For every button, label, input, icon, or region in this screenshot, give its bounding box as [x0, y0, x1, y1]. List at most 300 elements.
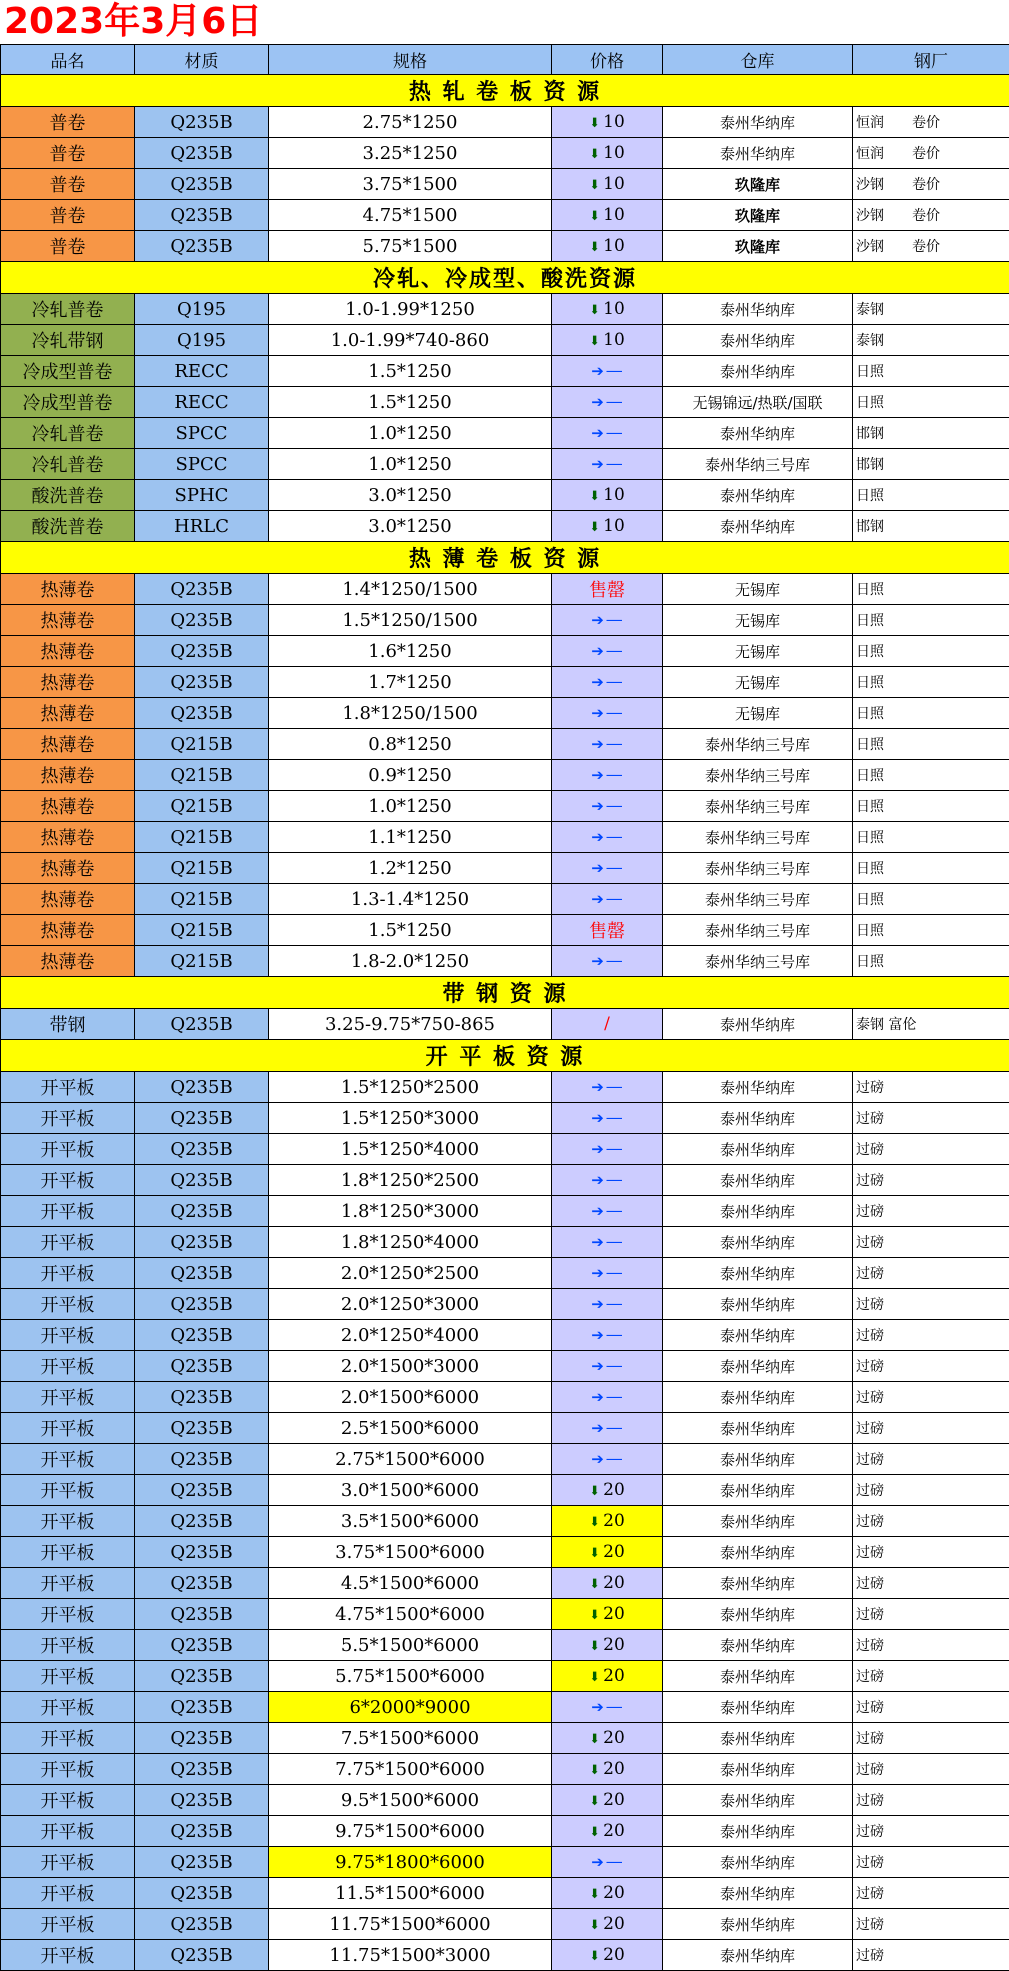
material-cell: Q235B	[135, 1754, 269, 1785]
right-arrow-icon: ➔	[591, 1109, 604, 1127]
spec-cell: 4.5*1500*6000	[269, 1568, 552, 1599]
material-cell: Q235B	[135, 1351, 269, 1382]
price-value: 20	[603, 1511, 625, 1531]
price-cell	[552, 1072, 663, 1103]
material-cell: Q235B	[135, 1413, 269, 1444]
down-arrow-icon: ⬇	[589, 1763, 600, 1778]
spec-cell: 1.0-1.99*1250	[269, 294, 552, 325]
product-name-cell: 开平板	[1, 1599, 135, 1630]
material-cell: Q235B	[135, 1009, 269, 1040]
header-warehouse: 仓库	[663, 45, 853, 75]
price-cell	[552, 1444, 663, 1475]
warehouse-cell: 泰州华纳三号库	[663, 791, 853, 822]
table-row	[1, 1568, 1009, 1599]
product-name-cell: 热薄卷	[1, 791, 135, 822]
table-row	[1, 791, 1009, 822]
product-name-cell: 热薄卷	[1, 853, 135, 884]
price-value: 20	[603, 1728, 625, 1748]
product-name-cell: 开平板	[1, 1630, 135, 1661]
price-value: 10	[603, 485, 625, 505]
product-name-cell: 开平板	[1, 1909, 135, 1940]
table-row	[1, 760, 1009, 791]
warehouse-cell: 泰州华纳库	[663, 511, 853, 542]
price-value: —	[606, 1201, 623, 1221]
table-row	[1, 605, 1009, 636]
product-name-cell: 开平板	[1, 1165, 135, 1196]
mill-cell: 恒润 卷价	[853, 107, 1009, 138]
warehouse-cell: 泰州华纳三号库	[663, 729, 853, 760]
down-arrow-icon: ⬇	[589, 1577, 600, 1592]
price-cell	[552, 1568, 663, 1599]
spec-cell: 1.0*1250	[269, 449, 552, 480]
price-cell	[552, 884, 663, 915]
product-name-cell: 开平板	[1, 1568, 135, 1599]
down-arrow-icon: ⬇	[589, 1484, 600, 1499]
price-value: —	[606, 1108, 623, 1128]
price-cell	[552, 1847, 663, 1878]
product-name-cell: 冷成型普卷	[1, 356, 135, 387]
material-cell: Q215B	[135, 853, 269, 884]
warehouse-cell: 泰州华纳库	[663, 1320, 853, 1351]
price-table	[0, 44, 1009, 1971]
mill-cell: 过磅	[853, 1506, 1009, 1537]
warehouse-cell: 泰州华纳库	[663, 1878, 853, 1909]
price-cell	[552, 1413, 663, 1444]
mill-cell: 日照	[853, 667, 1009, 698]
material-cell: Q215B	[135, 822, 269, 853]
price-value: 20	[603, 1542, 625, 1562]
product-name-cell: 开平板	[1, 1382, 135, 1413]
spec-cell: 2.0*1250*2500	[269, 1258, 552, 1289]
product-name-cell: 热薄卷	[1, 822, 135, 853]
price-cell	[552, 418, 663, 449]
product-name-cell: 开平板	[1, 1816, 135, 1847]
product-name-cell: 开平板	[1, 1289, 135, 1320]
spec-cell: 3.0*1500*6000	[269, 1475, 552, 1506]
mill-cell: 沙钢 卷价	[853, 231, 1009, 262]
mill-cell: 日照	[853, 698, 1009, 729]
spec-cell: 2.75*1500*6000	[269, 1444, 552, 1475]
mill-cell: 过磅	[853, 1227, 1009, 1258]
spec-cell: 6*2000*9000	[269, 1692, 552, 1723]
section-title: 冷轧、冷成型、酸洗资源	[1, 262, 1009, 294]
right-arrow-icon: ➔	[591, 424, 604, 442]
table-row	[1, 636, 1009, 667]
spec-cell: 1.3-1.4*1250	[269, 884, 552, 915]
price-cell	[552, 791, 663, 822]
price-cell	[552, 1816, 663, 1847]
spec-cell: 3.75*1500	[269, 169, 552, 200]
price-value: —	[606, 423, 623, 443]
product-name-cell: 开平板	[1, 1444, 135, 1475]
mill-cell: 过磅	[853, 1320, 1009, 1351]
material-cell: Q235B	[135, 1661, 269, 1692]
spec-cell: 2.0*1250*3000	[269, 1289, 552, 1320]
spec-cell: 1.8-2.0*1250	[269, 946, 552, 977]
mill-cell: 日照	[853, 760, 1009, 791]
price-cell	[552, 1692, 663, 1723]
price-cell	[552, 294, 663, 325]
right-arrow-icon: ➔	[591, 859, 604, 877]
price-value: 售罄	[589, 580, 625, 601]
warehouse-cell: 泰州华纳库	[663, 1227, 853, 1258]
section-title: 热 轧 卷 板 资 源	[1, 75, 1009, 107]
price-value: 20	[603, 1790, 625, 1810]
product-name-cell: 酸洗普卷	[1, 511, 135, 542]
spec-cell: 1.0*1250	[269, 791, 552, 822]
spec-cell: 0.8*1250	[269, 729, 552, 760]
product-name-cell: 开平板	[1, 1847, 135, 1878]
material-cell: Q235B	[135, 1072, 269, 1103]
warehouse-cell: 无锡库	[663, 636, 853, 667]
spec-cell: 1.5*1250*2500	[269, 1072, 552, 1103]
product-name-cell: 热薄卷	[1, 729, 135, 760]
product-name-cell: 冷轧普卷	[1, 449, 135, 480]
product-name-cell: 开平板	[1, 1723, 135, 1754]
spec-cell: 9.75*1800*6000	[269, 1847, 552, 1878]
table-row	[1, 1196, 1009, 1227]
table-row	[1, 1723, 1009, 1754]
price-value: —	[606, 1852, 623, 1872]
table-row	[1, 449, 1009, 480]
price-value: —	[606, 361, 623, 381]
mill-cell: 过磅	[853, 1537, 1009, 1568]
warehouse-cell: 无锡库	[663, 574, 853, 605]
price-value: 20	[603, 1666, 625, 1686]
warehouse-cell: 泰州华纳库	[663, 1134, 853, 1165]
material-cell: HRLC	[135, 511, 269, 542]
table-row	[1, 200, 1009, 231]
warehouse-cell: 泰州华纳库	[663, 1940, 853, 1971]
warehouse-cell: 无锡库	[663, 698, 853, 729]
product-name-cell: 冷成型普卷	[1, 387, 135, 418]
price-cell	[552, 1878, 663, 1909]
down-arrow-icon: ⬇	[589, 520, 600, 535]
price-value: 20	[603, 1821, 625, 1841]
spec-cell: 1.7*1250	[269, 667, 552, 698]
price-value: —	[606, 1170, 623, 1190]
table-row	[1, 1506, 1009, 1537]
mill-cell: 日照	[853, 356, 1009, 387]
warehouse-cell: 泰州华纳库	[663, 1847, 853, 1878]
spec-cell: 3.0*1250	[269, 511, 552, 542]
product-name-cell: 热薄卷	[1, 636, 135, 667]
down-arrow-icon: ⬇	[589, 147, 600, 162]
product-name-cell: 开平板	[1, 1072, 135, 1103]
price-cell	[552, 107, 663, 138]
section-header-row	[1, 1040, 1009, 1072]
spec-cell: 7.5*1500*6000	[269, 1723, 552, 1754]
price-value: 20	[603, 1573, 625, 1593]
right-arrow-icon: ➔	[591, 1202, 604, 1220]
material-cell: Q235B	[135, 1444, 269, 1475]
down-arrow-icon: ⬇	[589, 1670, 600, 1685]
warehouse-cell: 玖隆库	[663, 231, 853, 262]
price-value: —	[606, 1418, 623, 1438]
price-value: —	[606, 1294, 623, 1314]
spec-cell: 11.5*1500*6000	[269, 1878, 552, 1909]
material-cell: Q215B	[135, 884, 269, 915]
price-cell	[552, 1103, 663, 1134]
price-cell	[552, 1351, 663, 1382]
material-cell: Q235B	[135, 1940, 269, 1971]
section-title: 带 钢 资 源	[1, 977, 1009, 1009]
mill-cell: 过磅	[853, 1785, 1009, 1816]
price-value: —	[606, 1077, 623, 1097]
material-cell: Q235B	[135, 1475, 269, 1506]
product-name-cell: 热薄卷	[1, 884, 135, 915]
table-row	[1, 1816, 1009, 1847]
product-name-cell: 开平板	[1, 1103, 135, 1134]
header-material: 材质	[135, 45, 269, 75]
right-arrow-icon: ➔	[591, 393, 604, 411]
table-row	[1, 107, 1009, 138]
price-cell	[552, 1537, 663, 1568]
product-name-cell: 开平板	[1, 1258, 135, 1289]
warehouse-cell: 泰州华纳库	[663, 1785, 853, 1816]
mill-cell: 日照	[853, 636, 1009, 667]
price-value: —	[606, 392, 623, 412]
spec-cell: 3.5*1500*6000	[269, 1506, 552, 1537]
warehouse-cell: 泰州华纳三号库	[663, 853, 853, 884]
price-value: —	[606, 641, 623, 661]
price-value: —	[606, 1263, 623, 1283]
material-cell: Q235B	[135, 1785, 269, 1816]
table-row	[1, 729, 1009, 760]
price-cell	[552, 138, 663, 169]
price-cell	[552, 1382, 663, 1413]
warehouse-cell: 泰州华纳库	[663, 1289, 853, 1320]
mill-cell: 恒润 卷价	[853, 138, 1009, 169]
table-row	[1, 1940, 1009, 1971]
price-cell	[552, 1258, 663, 1289]
price-value: /	[604, 1014, 610, 1034]
spec-cell: 11.75*1500*3000	[269, 1940, 552, 1971]
table-row	[1, 1537, 1009, 1568]
product-name-cell: 热薄卷	[1, 667, 135, 698]
spec-cell: 1.0-1.99*740-860	[269, 325, 552, 356]
spec-cell: 3.75*1500*6000	[269, 1537, 552, 1568]
warehouse-cell: 泰州华纳库	[663, 294, 853, 325]
material-cell: Q235B	[135, 1227, 269, 1258]
product-name-cell: 酸洗普卷	[1, 480, 135, 511]
spec-cell: 1.5*1250*4000	[269, 1134, 552, 1165]
mill-cell: 过磅	[853, 1072, 1009, 1103]
spec-cell: 1.8*1250/1500	[269, 698, 552, 729]
right-arrow-icon: ➔	[591, 1388, 604, 1406]
right-arrow-icon: ➔	[591, 642, 604, 660]
product-name-cell: 普卷	[1, 138, 135, 169]
product-name-cell: 普卷	[1, 200, 135, 231]
down-arrow-icon: ⬇	[589, 489, 600, 504]
warehouse-cell: 泰州华纳库	[663, 1661, 853, 1692]
price-value: —	[606, 1387, 623, 1407]
table-row	[1, 1785, 1009, 1816]
right-arrow-icon: ➔	[591, 1357, 604, 1375]
table-row	[1, 667, 1009, 698]
price-cell	[552, 1630, 663, 1661]
price-cell	[552, 449, 663, 480]
warehouse-cell: 泰州华纳库	[663, 1630, 853, 1661]
mill-cell: 日照	[853, 387, 1009, 418]
product-name-cell: 带钢	[1, 1009, 135, 1040]
warehouse-cell: 泰州华纳库	[663, 1692, 853, 1723]
warehouse-cell: 泰州华纳库	[663, 1754, 853, 1785]
material-cell: Q235B	[135, 169, 269, 200]
price-value: —	[606, 454, 623, 474]
down-arrow-icon: ⬇	[589, 1515, 600, 1530]
down-arrow-icon: ⬇	[589, 303, 600, 318]
price-cell	[552, 1723, 663, 1754]
price-cell	[552, 231, 663, 262]
material-cell: Q235B	[135, 200, 269, 231]
table-row	[1, 884, 1009, 915]
right-arrow-icon: ➔	[591, 1078, 604, 1096]
price-value: 20	[603, 1945, 625, 1965]
warehouse-cell: 泰州华纳库	[663, 1382, 853, 1413]
material-cell: Q235B	[135, 667, 269, 698]
table-row	[1, 1599, 1009, 1630]
price-cell	[552, 1599, 663, 1630]
price-value: —	[606, 796, 623, 816]
mill-cell: 过磅	[853, 1134, 1009, 1165]
warehouse-cell: 泰州华纳库	[663, 1444, 853, 1475]
material-cell: SPHC	[135, 480, 269, 511]
material-cell: Q195	[135, 325, 269, 356]
material-cell: Q235B	[135, 1289, 269, 1320]
down-arrow-icon: ⬇	[589, 1918, 600, 1933]
right-arrow-icon: ➔	[591, 611, 604, 629]
material-cell: Q235B	[135, 1134, 269, 1165]
down-arrow-icon: ⬇	[589, 1794, 600, 1809]
warehouse-cell: 玖隆库	[663, 200, 853, 231]
price-value: —	[606, 1697, 623, 1717]
material-cell: SPCC	[135, 418, 269, 449]
spec-cell: 4.75*1500	[269, 200, 552, 231]
warehouse-cell: 泰州华纳库	[663, 1196, 853, 1227]
right-arrow-icon: ➔	[591, 1853, 604, 1871]
spec-cell: 1.8*1250*4000	[269, 1227, 552, 1258]
warehouse-cell: 泰州华纳库	[663, 480, 853, 511]
material-cell: Q235B	[135, 107, 269, 138]
mill-cell: 日照	[853, 822, 1009, 853]
table-row	[1, 325, 1009, 356]
table-row	[1, 1630, 1009, 1661]
table-row	[1, 387, 1009, 418]
price-cell	[552, 325, 663, 356]
product-name-cell: 热薄卷	[1, 760, 135, 791]
table-row	[1, 1289, 1009, 1320]
warehouse-cell: 泰州华纳库	[663, 138, 853, 169]
section-title: 开 平 板 资 源	[1, 1040, 1009, 1072]
price-cell	[552, 915, 663, 946]
spec-cell: 2.0*1250*4000	[269, 1320, 552, 1351]
material-cell: Q235B	[135, 1258, 269, 1289]
page-title: 2023年3月6日	[0, 0, 1009, 44]
mill-cell: 日照	[853, 480, 1009, 511]
mill-cell: 过磅	[853, 1351, 1009, 1382]
right-arrow-icon: ➔	[591, 735, 604, 753]
mill-cell: 过磅	[853, 1692, 1009, 1723]
table-row	[1, 1227, 1009, 1258]
right-arrow-icon: ➔	[591, 1698, 604, 1716]
spec-cell: 2.5*1500*6000	[269, 1413, 552, 1444]
product-name-cell: 普卷	[1, 107, 135, 138]
mill-cell: 过磅	[853, 1196, 1009, 1227]
material-cell: Q215B	[135, 946, 269, 977]
table-row	[1, 1754, 1009, 1785]
price-value: —	[606, 1139, 623, 1159]
price-value: —	[606, 889, 623, 909]
mill-cell: 日照	[853, 946, 1009, 977]
warehouse-cell: 泰州华纳三号库	[663, 449, 853, 480]
mill-cell: 过磅	[853, 1444, 1009, 1475]
table-row	[1, 1444, 1009, 1475]
price-cell	[552, 200, 663, 231]
table-row	[1, 1103, 1009, 1134]
price-cell	[552, 1165, 663, 1196]
spec-cell: 1.5*1250	[269, 387, 552, 418]
price-cell	[552, 760, 663, 791]
mill-cell: 沙钢 卷价	[853, 200, 1009, 231]
mill-cell: 过磅	[853, 1413, 1009, 1444]
table-row	[1, 1009, 1009, 1040]
price-value: 20	[603, 1480, 625, 1500]
warehouse-cell: 泰州华纳三号库	[663, 760, 853, 791]
spec-cell: 1.8*1250*3000	[269, 1196, 552, 1227]
price-value: 10	[603, 174, 625, 194]
mill-cell: 邯钢	[853, 511, 1009, 542]
table-row	[1, 1165, 1009, 1196]
mill-cell: 日照	[853, 574, 1009, 605]
spec-cell: 3.0*1250	[269, 480, 552, 511]
product-name-cell: 热薄卷	[1, 698, 135, 729]
product-name-cell: 开平板	[1, 1754, 135, 1785]
price-cell	[552, 1134, 663, 1165]
price-cell	[552, 387, 663, 418]
warehouse-cell: 泰州华纳库	[663, 1909, 853, 1940]
down-arrow-icon: ⬇	[589, 1608, 600, 1623]
right-arrow-icon: ➔	[591, 673, 604, 691]
table-row	[1, 1692, 1009, 1723]
price-value: 10	[603, 112, 625, 132]
material-cell: Q235B	[135, 1320, 269, 1351]
spec-cell: 5.75*1500*6000	[269, 1661, 552, 1692]
material-cell: Q235B	[135, 636, 269, 667]
warehouse-cell: 泰州华纳三号库	[663, 915, 853, 946]
down-arrow-icon: ⬇	[589, 178, 600, 193]
down-arrow-icon: ⬇	[589, 1825, 600, 1840]
product-name-cell: 开平板	[1, 1661, 135, 1692]
warehouse-cell: 泰州华纳库	[663, 1351, 853, 1382]
material-cell: Q235B	[135, 1382, 269, 1413]
spec-cell: 3.25*1250	[269, 138, 552, 169]
price-value: —	[606, 1356, 623, 1376]
price-value: —	[606, 858, 623, 878]
product-name-cell: 开平板	[1, 1134, 135, 1165]
product-name-cell: 开平板	[1, 1320, 135, 1351]
material-cell: RECC	[135, 356, 269, 387]
material-cell: Q235B	[135, 698, 269, 729]
price-value: 售罄	[589, 921, 625, 942]
table-row	[1, 1382, 1009, 1413]
section-header-row	[1, 542, 1009, 574]
price-cell	[552, 698, 663, 729]
material-cell: Q235B	[135, 574, 269, 605]
spec-cell: 1.8*1250*2500	[269, 1165, 552, 1196]
mill-cell: 过磅	[853, 1568, 1009, 1599]
mill-cell: 过磅	[853, 1754, 1009, 1785]
